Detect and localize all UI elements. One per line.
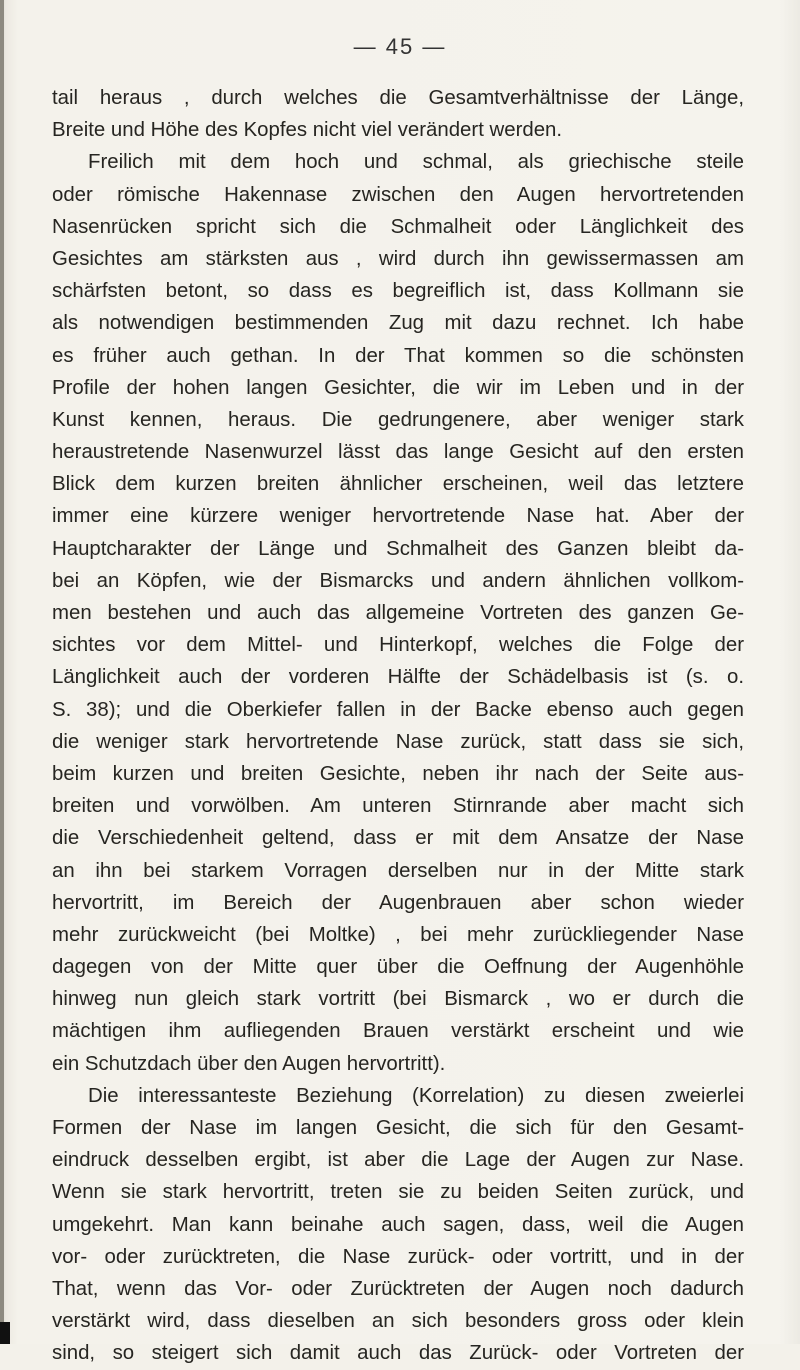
text-line: Formen der Nase im langen Gesicht, die sich für den Gesamt- — [52, 1117, 744, 1139]
scan-corner-mark — [0, 1322, 10, 1344]
text-line: Freilich mit dem hoch und schmal, als griechische steile — [88, 151, 744, 174]
page-number: — 45 — — [353, 34, 447, 59]
text-line: Länglichkeit auch der vorderen Hälfte der Schädelbasis ist (s. o. — [52, 666, 744, 689]
text-line: die Verschiedenheit geltend, dass er mit dem Ansatze der Nase — [52, 827, 744, 850]
text-line: heraustretende Nasenwurzel lässt das lange Gesicht auf den ersten — [52, 441, 744, 464]
text-line: Die interessanteste Beziehung (Korrelation) zu diesen zweierlei — [88, 1084, 744, 1107]
text-line: Kunst kennen, heraus. Die gedrungenere, aber weniger stark — [52, 408, 744, 431]
text-line: verstärkt wird, dass dieselben an sich besonders gross oder klein — [52, 1310, 744, 1333]
text-line: Gesichtes am stärksten aus , wird durch ihn gewissermassen am — [52, 247, 744, 270]
text-line: als notwendigen bestimmenden Zug mit dazu rechnet. Ich habe — [52, 312, 744, 335]
text-line: Hauptcharakter der Länge und Schmalheit des Ganzen bleibt da- — [52, 537, 744, 560]
text-line: oder römische Hakennase zwischen den Augen hervortretenden — [52, 183, 744, 206]
text-line: S. 38); und die Oberkiefer fallen in der Backe ebenso auch gegen — [52, 698, 744, 721]
text-line: mehr zurückweicht (bei Moltke) , bei mehr zurückliegender Nase — [52, 923, 744, 946]
text-line: Breite und Höhe des Kopfes nicht viel verändert werden. — [52, 119, 563, 142]
body-text — [52, 82, 744, 1370]
binding-edge — [0, 0, 4, 1344]
text-line: men bestehen und auch das allgemeine Vortreten des ganzen Ge- — [52, 602, 744, 624]
text-line: mächtigen ihm aufliegenden Brauen verstärkt erscheint und wie — [52, 1020, 744, 1043]
text-line: sichtes vor dem Mittel- und Hinterkopf, welches die Folge der — [52, 634, 744, 657]
text-line: eindruck desselben ergibt, ist aber die Lage der Augen zur Nase. — [52, 1149, 744, 1172]
text-line: dagegen von der Mitte quer über die Oeffnung der Augenhöhle — [52, 956, 744, 979]
text-line: beim kurzen und breiten Gesichte, neben ihr nach der Seite aus- — [52, 762, 744, 785]
text-line: Nasenrücken spricht sich die Schmalheit oder Länglichkeit des — [52, 215, 744, 238]
text-line: ein Schutzdach über den Augen hervortritt). — [52, 1052, 446, 1075]
text-line: Wenn sie stark hervortritt, treten sie zu beiden Seiten zurück, und — [52, 1181, 744, 1204]
text-line: breiten und vorwölben. Am unteren Stirnrande aber macht sich — [52, 795, 744, 818]
text-line: hervortritt, im Bereich der Augenbrauen aber schon wieder — [52, 891, 744, 914]
text-line: schärfsten betont, so dass es begreiflich ist, dass Kollmann sie — [52, 280, 744, 303]
text-line: bei an Köpfen, wie der Bismarcks und andern ähnlichen vollkom- — [52, 569, 744, 592]
text-line: die weniger stark hervortretende Nase zurück, statt dass sie sich, — [52, 730, 744, 753]
text-line: Profile der hohen langen Gesichter, die wir im Leben und in der — [52, 376, 744, 399]
text-line: hinweg nun gleich stark vortritt (bei Bismarck , wo er durch die — [52, 988, 744, 1011]
text-line: umgekehrt. Man kann beinahe auch sagen, dass, weil die Augen — [52, 1213, 744, 1236]
text-line: immer eine kürzere weniger hervortretende Nase hat. Aber der — [52, 505, 744, 528]
text-line: That, wenn das Vor- oder Zurücktreten der Augen noch dadurch — [52, 1277, 744, 1300]
text-line: es früher auch gethan. In der That kommen so die schönsten — [52, 344, 744, 367]
text-line: vor- oder zurücktreten, die Nase zurück- oder vortritt, und in der — [52, 1245, 744, 1268]
text-line: sind, so steigert sich damit auch das Zurück- oder Vortreten der — [52, 1342, 744, 1365]
text-line: an ihn bei starkem Vorragen derselben nur in der Mitte stark — [52, 859, 744, 882]
text-line: Blick dem kurzen breiten ähnlicher erscheinen, weil das letztere — [52, 473, 744, 496]
text-line: tail heraus , durch welches die Gesamtverhältnisse der Länge, — [52, 87, 744, 109]
